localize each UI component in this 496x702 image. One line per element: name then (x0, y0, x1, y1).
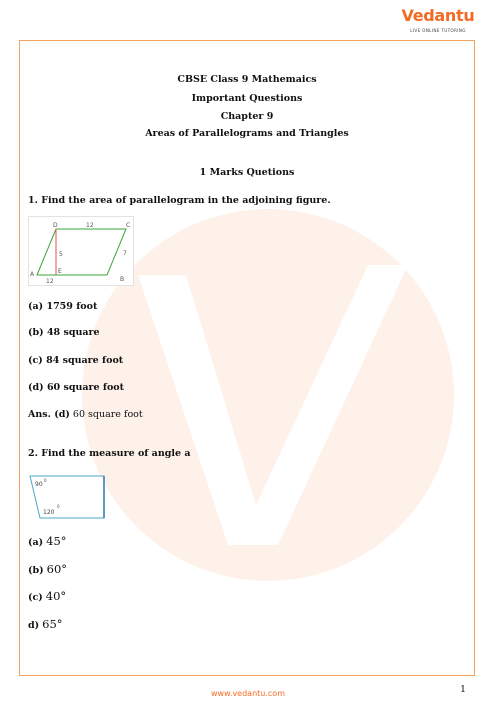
fig1-label-b: B (120, 276, 125, 283)
q1-answer (28, 409, 143, 421)
q2-option-a-label: (a) (28, 537, 44, 548)
answer-text: 60 square foot (69, 409, 143, 420)
question-2-text: 2. Find the measure of angle a (28, 448, 191, 459)
doc-title: CBSE Class 9 Mathemaics (177, 74, 317, 85)
trapezium-figure (28, 474, 108, 520)
fig1-label-e: E (58, 268, 62, 275)
page-number: 1 (460, 684, 467, 695)
fig2-deg-bottom: 0 (57, 504, 60, 509)
q2-option-d-value: 65° (42, 617, 63, 631)
answer-prefix: Ans. (d) (28, 409, 70, 420)
q2-option-b (28, 563, 67, 577)
q2-option-d-label: d) (28, 620, 40, 631)
q2-option-b-label: (b) (28, 565, 44, 576)
fig2-angle-bottom: 120 (43, 509, 55, 516)
q1-option-b: (b) 48 square (28, 327, 100, 338)
fig1-label-top-length: 12 (86, 222, 94, 229)
fig1-label-d: D (53, 222, 58, 229)
q2-option-b-value: 60° (46, 562, 68, 576)
q1-option-d: (d) 60 square foot (28, 382, 125, 393)
fig1-label-a: A (30, 271, 35, 278)
logo-tagline: LIVE ONLINE TUTORING (410, 28, 466, 33)
q2-option-a-value: 45° (46, 534, 67, 548)
q2-option-c (28, 590, 66, 604)
parallelogram-figure (28, 216, 134, 286)
fig1-label-bottom-length: 12 (46, 278, 54, 285)
vedantu-watermark-icon (78, 205, 458, 585)
fig1-label-c: C (126, 222, 131, 229)
doc-subtitle: Important Questions (191, 93, 303, 104)
vedantu-logo (398, 6, 478, 38)
q2-option-c-value: 40° (45, 589, 67, 603)
fig2-deg-top: 0 (44, 478, 47, 483)
q2-option-d (28, 618, 63, 632)
chapter-title: Areas of Parallelograms and Triangles (145, 128, 349, 139)
section-heading: 1 Marks Quetions (199, 167, 295, 178)
logo-text: Vedantu (401, 6, 475, 25)
question-1-text: 1. Find the area of parallelogram in the adjoining figure. (28, 195, 331, 206)
q2-option-c-label: (c) (28, 592, 43, 603)
fig1-label-height: 5 (59, 251, 63, 258)
q1-option-a: (a) 1759 foot (28, 301, 98, 312)
q2-option-a (28, 535, 67, 549)
fig1-label-side: 7 (123, 250, 127, 257)
fig2-angle-top: 90 (35, 481, 43, 488)
q1-option-c: (c) 84 square foot (28, 355, 124, 366)
footer-url[interactable]: www.vedantu.com (211, 689, 285, 698)
chapter-label: Chapter 9 (220, 111, 274, 122)
